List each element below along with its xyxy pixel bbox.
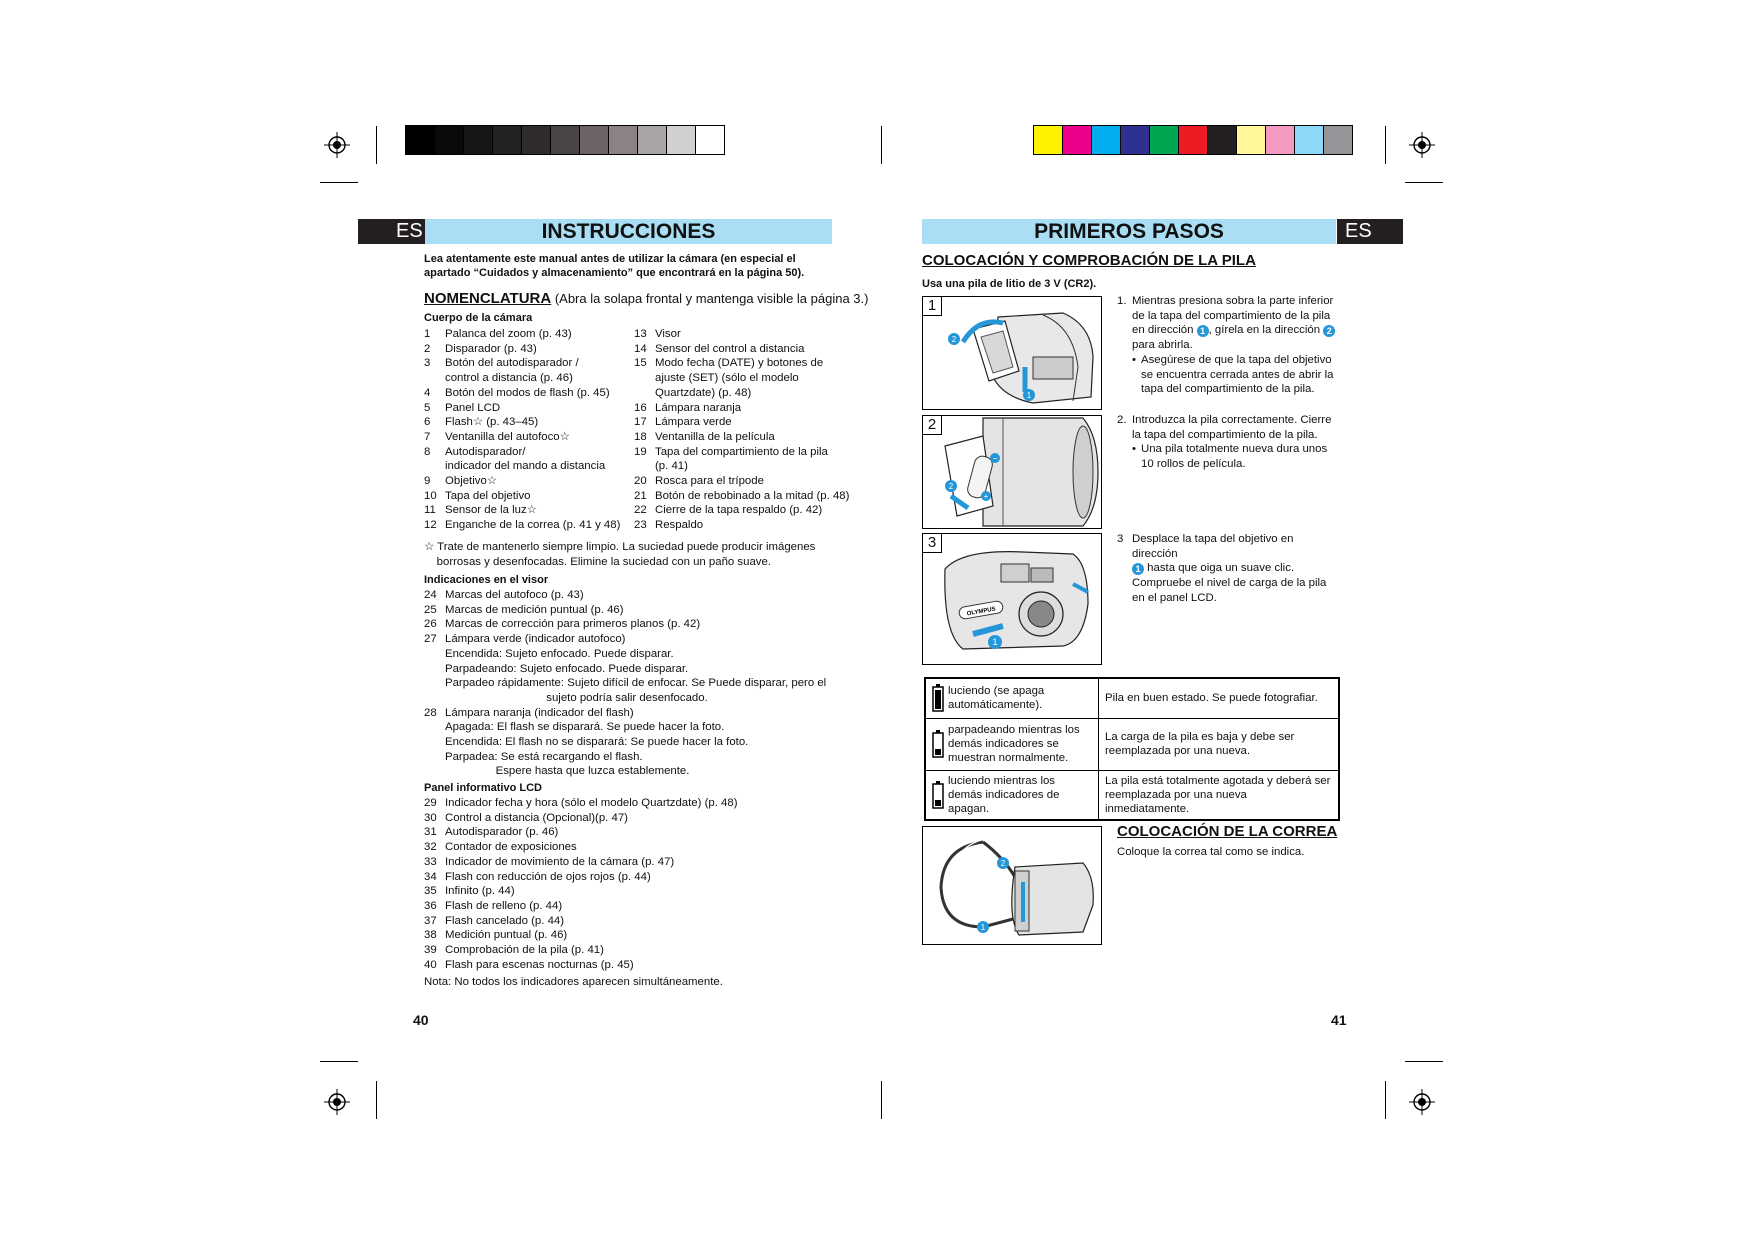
item-text: Panel LCD [445,401,501,414]
list-item [424,855,854,870]
item-text: Tapa del objetivo [445,489,531,502]
step-1: 1. Mientras presiona sobra la parte inferior de la tapa del compartimiento de la pila en dirección 1 , gírela en la dirección 2 para abrirla. • Asegúrese de que la tapa del objetivo se encuentra cerrada antes de abrir la tapa del compartimiento de la pila. [1117,295,1334,396]
svg-text:1: 1 [1026,391,1032,400]
color-swatch [1208,126,1237,154]
list-item [424,474,634,489]
item-text: Botón del autodisparador / control a distancia (p. 46) [445,357,579,385]
direction-1-icon: 1 [1197,325,1209,337]
gray-color-bar [405,125,725,155]
list-item [424,518,634,533]
item-text: Sensor del control a distancia [655,342,805,355]
registration-mark-icon [324,132,350,158]
list-item [634,489,854,504]
direction-2-icon: 2 [1323,325,1335,337]
list-item [634,356,854,400]
color-swatch [1121,126,1150,154]
list-item [424,617,854,632]
svg-text:2: 2 [948,482,954,491]
strap-section-heading: COLOCACIÓN DE LA CORREA [1117,823,1338,840]
crop-line [1385,126,1386,164]
lcd-heading: Panel informativo LCD [424,782,542,794]
color-swatch [1150,126,1179,154]
color-swatch [1063,126,1092,154]
registration-mark-icon [324,1089,350,1115]
item-number: 16 [634,401,647,414]
item-number: 36 [424,899,437,912]
list-item [634,415,854,430]
item-number: 35 [424,885,437,898]
list-item [634,342,854,357]
item-text: Marcas del autofoco (p. 43) [445,589,584,601]
item-number: 19 [634,445,647,458]
color-swatch [1237,126,1266,154]
svg-text:+: + [983,492,989,501]
item-text: Visor [655,328,681,340]
item-number: 5 [424,401,431,414]
item-text: Flash con reducción de ojos rojos (p. 44) [445,870,651,883]
item-text: Modo fecha (DATE) y botones de ajuste (SET) (sólo el modelo Quartzdate) (p. 48) [655,357,824,399]
crop-line [320,1061,358,1062]
figure-number: 3 [923,534,942,553]
item-text: Lámpara naranja [655,401,742,414]
list-item [424,356,634,385]
item-number: 33 [424,855,437,868]
item-number: 14 [634,342,647,355]
list-item [424,870,854,885]
color-swatch [580,126,609,154]
crop-line [1385,1081,1386,1119]
item-text: Control a distancia (Opcional)(p. 47) [445,811,628,824]
item-number: 7 [424,430,431,443]
item-number: 15 [634,357,647,370]
item-text: Botón de rebobinado a la mitad (p. 48) [655,489,850,502]
item-text: Botón del modos de flash (p. 45) [445,386,610,399]
page-number: 40 [413,1012,429,1028]
registration-mark-icon [1409,1089,1435,1115]
svg-text:−: − [992,454,998,463]
color-swatch [1295,126,1324,154]
list-item [424,811,854,826]
direction-1-icon: 1 [1132,563,1144,575]
language-tab: ES [358,219,426,244]
nomenclature-heading: NOMENCLATURA (Abra la solapa frontal y mantenga visible la página 3.) [424,290,869,307]
fold-line [881,126,882,164]
item-number: 22 [634,504,647,517]
table-row: luciendo mientras los demás indicadores de apagan. La pila está totalmente agotada y deberá ser reemplazada por una nueva inmediatamente. [925,770,1339,820]
item-text: Indicador fecha y hora (sólo el modelo Quartzdate) (p. 48) [445,797,738,809]
item-number: 1 [424,328,431,340]
list-item [634,401,854,416]
list-item [634,503,854,518]
item-text: Lámpara naranja (indicador del flash) Apagada: El flash se disparará. Se puede hacer la foto. Encendida: El flash no se disparará: Se puede hacer la foto. Parpadea: Se está recargando el flash. Espere hasta que luzca establemente. [445,706,749,778]
camera-illustration-icon [923,534,1101,664]
item-text: Medición puntual (p. 46) [445,929,568,942]
item-text: Contador de exposiciones [445,841,577,854]
color-swatch [696,126,724,154]
item-number: 27 [424,633,437,646]
list-item [424,706,854,780]
color-swatch [435,126,464,154]
item-text: Lámpara verde [655,416,732,429]
item-number: 28 [424,706,437,719]
item-number: 18 [634,430,647,443]
item-text: Rosca para el trípode [655,475,764,488]
step-2: 2. Introduzca la pila correctamente. Cierre la tapa del compartimiento de la pila. • Una pila totalmente nueva dura unos 10 rollos de película. [1117,414,1332,471]
list-item [634,445,854,474]
item-number: 26 [424,618,437,631]
item-number: 10 [424,489,437,502]
color-swatch [609,126,638,154]
list-item [424,796,854,811]
item-text: Tapa del compartimiento de la pila (p. 41) [655,445,828,473]
item-text: Disparador (p. 43) [445,342,537,355]
list-item [424,840,854,855]
camera-illustration-icon [923,297,1101,409]
item-number: 17 [634,416,647,429]
color-swatch [1034,126,1063,154]
list-item [424,415,634,430]
item-text: Flash☆ (p. 43–45) [445,416,539,429]
item-text: Sensor de la luz☆ [445,504,537,517]
item-text: Palanca del zoom (p. 43) [445,328,572,340]
item-number: 30 [424,811,437,824]
body-heading: Cuerpo de la cámara [424,312,533,324]
list-item [424,899,854,914]
crop-line [376,1081,377,1119]
figure-strap-attach [922,826,1102,945]
color-swatch [406,126,435,154]
item-number: 13 [634,328,647,340]
registration-mark-icon [1409,132,1435,158]
figure-battery-cover-open [922,296,1102,410]
step-3: 3 Desplace la tapa del objetivo en dirección 1 hasta que oiga un suave clic. Compruebe el nivel de carga de la pila en el panel LCD. [1117,533,1327,604]
item-text: Indicador de movimiento de la cámara (p. 47) [445,855,675,868]
svg-text:2: 2 [1000,859,1006,868]
item-text: Marcas de corrección para primeros planos (p. 42) [445,618,701,631]
color-swatch [464,126,493,154]
page-title: PRIMEROS PASOS [922,219,1336,244]
list-item [424,489,634,504]
list-item [424,825,854,840]
crop-line [1405,1061,1443,1062]
list-item [424,914,854,929]
fold-line [881,1081,882,1119]
figure-battery-insert [922,415,1102,529]
language-tab: ES [1337,219,1403,244]
lcd-list [424,796,854,972]
item-number: 4 [424,386,431,399]
viewfinder-heading: Indicaciones en el visor [424,574,549,586]
crop-line [376,126,377,164]
item-number: 6 [424,416,431,429]
item-number: 20 [634,475,647,488]
color-swatch [667,126,696,154]
body-parts-list-1 [424,327,634,533]
list-item [424,327,634,342]
item-number: 32 [424,841,437,854]
battery-full-icon [932,684,944,712]
item-number: 2 [424,342,431,355]
item-number: 24 [424,589,437,601]
list-item [424,943,854,958]
item-number: 3 [424,357,431,370]
star-note: ☆ Trate de mantenerlo siempre limpio. La suciedad puede producir imágenes borrosas y desenfocadas. Elimine la suciedad con un paño suave. [424,541,816,568]
item-number: 34 [424,870,437,883]
color-swatch [1266,126,1295,154]
camera-brand: OLYMPUS [966,606,997,618]
list-item [424,588,854,603]
list-item [424,445,634,474]
list-item [424,632,854,706]
item-text: Objetivo☆ [445,475,497,488]
crop-line [1405,182,1443,183]
color-swatch [1092,126,1121,154]
list-item [424,603,854,618]
item-text: Comprobación de la pila (p. 41) [445,944,604,957]
item-number: 40 [424,958,437,971]
item-text: Flash de relleno (p. 44) [445,899,563,912]
item-number: 37 [424,914,437,927]
color-swatch [1179,126,1208,154]
list-item [424,342,634,357]
color-swatch [522,126,551,154]
figure-lens-cover-slide [922,533,1102,665]
figure-number: 1 [923,297,942,316]
process-color-bar [1033,125,1353,155]
color-swatch [493,126,522,154]
item-text: Respaldo [655,519,704,532]
item-text: Infinito (p. 44) [445,885,515,898]
color-swatch [551,126,580,154]
item-number: 9 [424,475,431,488]
item-number: 23 [634,519,647,532]
table-row: luciendo (se apaga automáticamente). Pila en buen estado. Se puede fotografiar. [925,678,1339,718]
battery-indicator-table [924,677,1340,821]
svg-text:2: 2 [951,335,957,344]
item-text: Ventanilla de la película [655,430,775,443]
battery-type: Usa una pila de litio de 3 V (CR2). [922,278,1097,290]
list-item [424,884,854,899]
viewfinder-list [424,588,854,779]
item-text: Autodisparador/ indicador del mando a distancia [445,445,606,473]
strap-text: Coloque la correa tal como se indica. [1117,846,1305,858]
battery-section-heading: COLOCACIÓN Y COMPROBACIÓN DE LA PILA [922,252,1256,269]
list-item [634,474,854,489]
list-item [424,503,634,518]
item-number: 38 [424,929,437,942]
note-text: Nota: No todos los indicadores aparecen simultáneamente. [424,976,723,988]
battery-empty-icon [932,781,944,809]
item-text: Ventanilla del autofoco☆ [445,430,570,443]
item-number: 12 [424,519,437,532]
item-text: Enganche de la correa (p. 41 y 48) [445,519,621,532]
item-text: Flash para escenas nocturnas (p. 45) [445,958,634,971]
battery-low-icon [932,730,944,758]
item-text: Flash cancelado (p. 44) [445,914,565,927]
svg-text:1: 1 [980,923,986,932]
figure-number: 2 [923,416,942,435]
list-item [634,518,854,533]
list-item [424,430,634,445]
camera-illustration-icon [923,416,1101,528]
list-item [634,430,854,445]
crop-line [320,182,358,183]
page-title: INSTRUCCIONES [425,219,832,244]
list-item [424,958,854,973]
item-text: Lámpara verde (indicador autofoco) Encendida: Sujeto enfocado. Puede disparar. Parpadeando: Sujeto enfocado. Puede disparar. Parpadeo rápidamente: Sujeto difícil de enfocar. Se Puede disparar, pero el sujeto podría salir desenfocado. [445,633,827,704]
color-swatch [1324,126,1352,154]
item-number: 21 [634,489,647,502]
item-number: 39 [424,944,437,957]
list-item [634,327,854,342]
intro-text: Lea atentamente este manual antes de utilizar la cámara (en especial el apartado “Cuidados y almacenamiento” que encontrará en la página 50). [424,253,805,279]
item-text: Autodisparador (p. 46) [445,826,559,839]
list-item [424,928,854,943]
page-number: 41 [1331,1012,1347,1028]
item-number: 31 [424,826,437,839]
item-number: 25 [424,603,437,616]
table-row: parpadeando mientras los demás indicadores se muestran normalmente. La carga de la pila es baja y debe ser reemplazada por una nueva. [925,718,1339,770]
item-number: 8 [424,445,431,458]
item-number: 11 [424,504,436,517]
body-parts-list-2 [634,327,854,533]
item-number: 29 [424,797,437,809]
color-swatch [638,126,667,154]
item-text: Marcas de medición puntual (p. 46) [445,603,624,616]
list-item [424,401,634,416]
camera-strap-illustration-icon [923,827,1101,944]
list-item [424,386,634,401]
svg-text:1: 1 [992,637,998,647]
item-text: Cierre de la tapa respaldo (p. 42) [655,504,823,517]
